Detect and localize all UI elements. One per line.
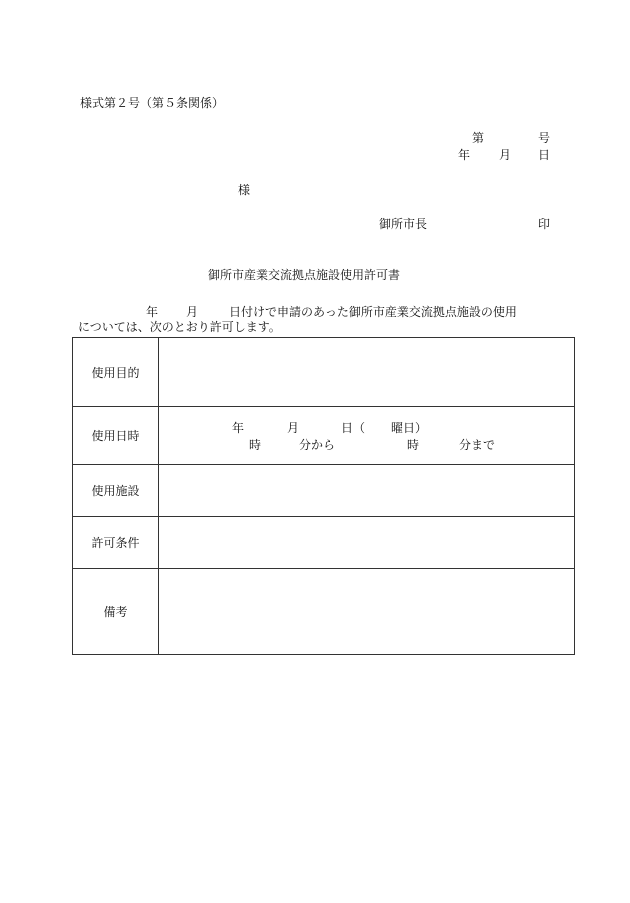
body-year: 年 <box>146 305 159 319</box>
table-row-remarks <box>73 569 575 655</box>
body-line2: については、次のとおり許可します。 <box>78 320 281 334</box>
body-line1-rest: 日付けで申請のあった御所市産業交流拠点施設の使用 <box>229 305 517 319</box>
issuer-title: 御所市長 <box>379 217 428 231</box>
body-month: 月 <box>186 305 199 319</box>
doc-date-year: 年 <box>458 148 471 162</box>
doc-date-month: 月 <box>499 148 512 162</box>
datetime-month: 月 <box>287 421 300 435</box>
doc-number-go: 号 <box>538 131 551 145</box>
table-row-purpose <box>73 338 575 407</box>
datetime-to-min: 分まで <box>459 438 496 452</box>
addressee-sama: 様 <box>238 183 251 197</box>
doc-number-dai: 第 <box>472 131 485 145</box>
issuer-seal: 印 <box>538 217 551 231</box>
table-row-conditions <box>73 517 575 569</box>
datetime-from-min: 分から <box>299 438 336 452</box>
purpose-value-cell <box>159 338 575 407</box>
doc-date-day: 日 <box>538 148 551 162</box>
document-title: 御所市産業交流拠点施設使用許可書 <box>208 268 401 282</box>
remarks-value-cell <box>159 569 575 655</box>
permit-details-table <box>72 337 575 655</box>
table-row-datetime <box>73 407 575 465</box>
conditions-value-cell <box>159 517 575 569</box>
datetime-value-cell <box>159 407 575 465</box>
datetime-label: 使用日時 <box>73 407 159 465</box>
table-row-facility <box>73 465 575 517</box>
datetime-to-hour: 時 <box>407 438 420 452</box>
datetime-year: 年 <box>232 421 245 435</box>
facility-value-cell <box>159 465 575 517</box>
purpose-label: 使用目的 <box>73 338 159 407</box>
datetime-from-hour: 時 <box>249 438 262 452</box>
facility-label: 使用施設 <box>73 465 159 517</box>
datetime-weekday-close: 曜日） <box>391 421 428 435</box>
conditions-label: 許可条件 <box>73 517 159 569</box>
datetime-day-open: 日（ <box>341 421 366 435</box>
remarks-label: 備考 <box>73 569 159 655</box>
form-number: 様式第２号（第５条関係） <box>80 96 225 110</box>
